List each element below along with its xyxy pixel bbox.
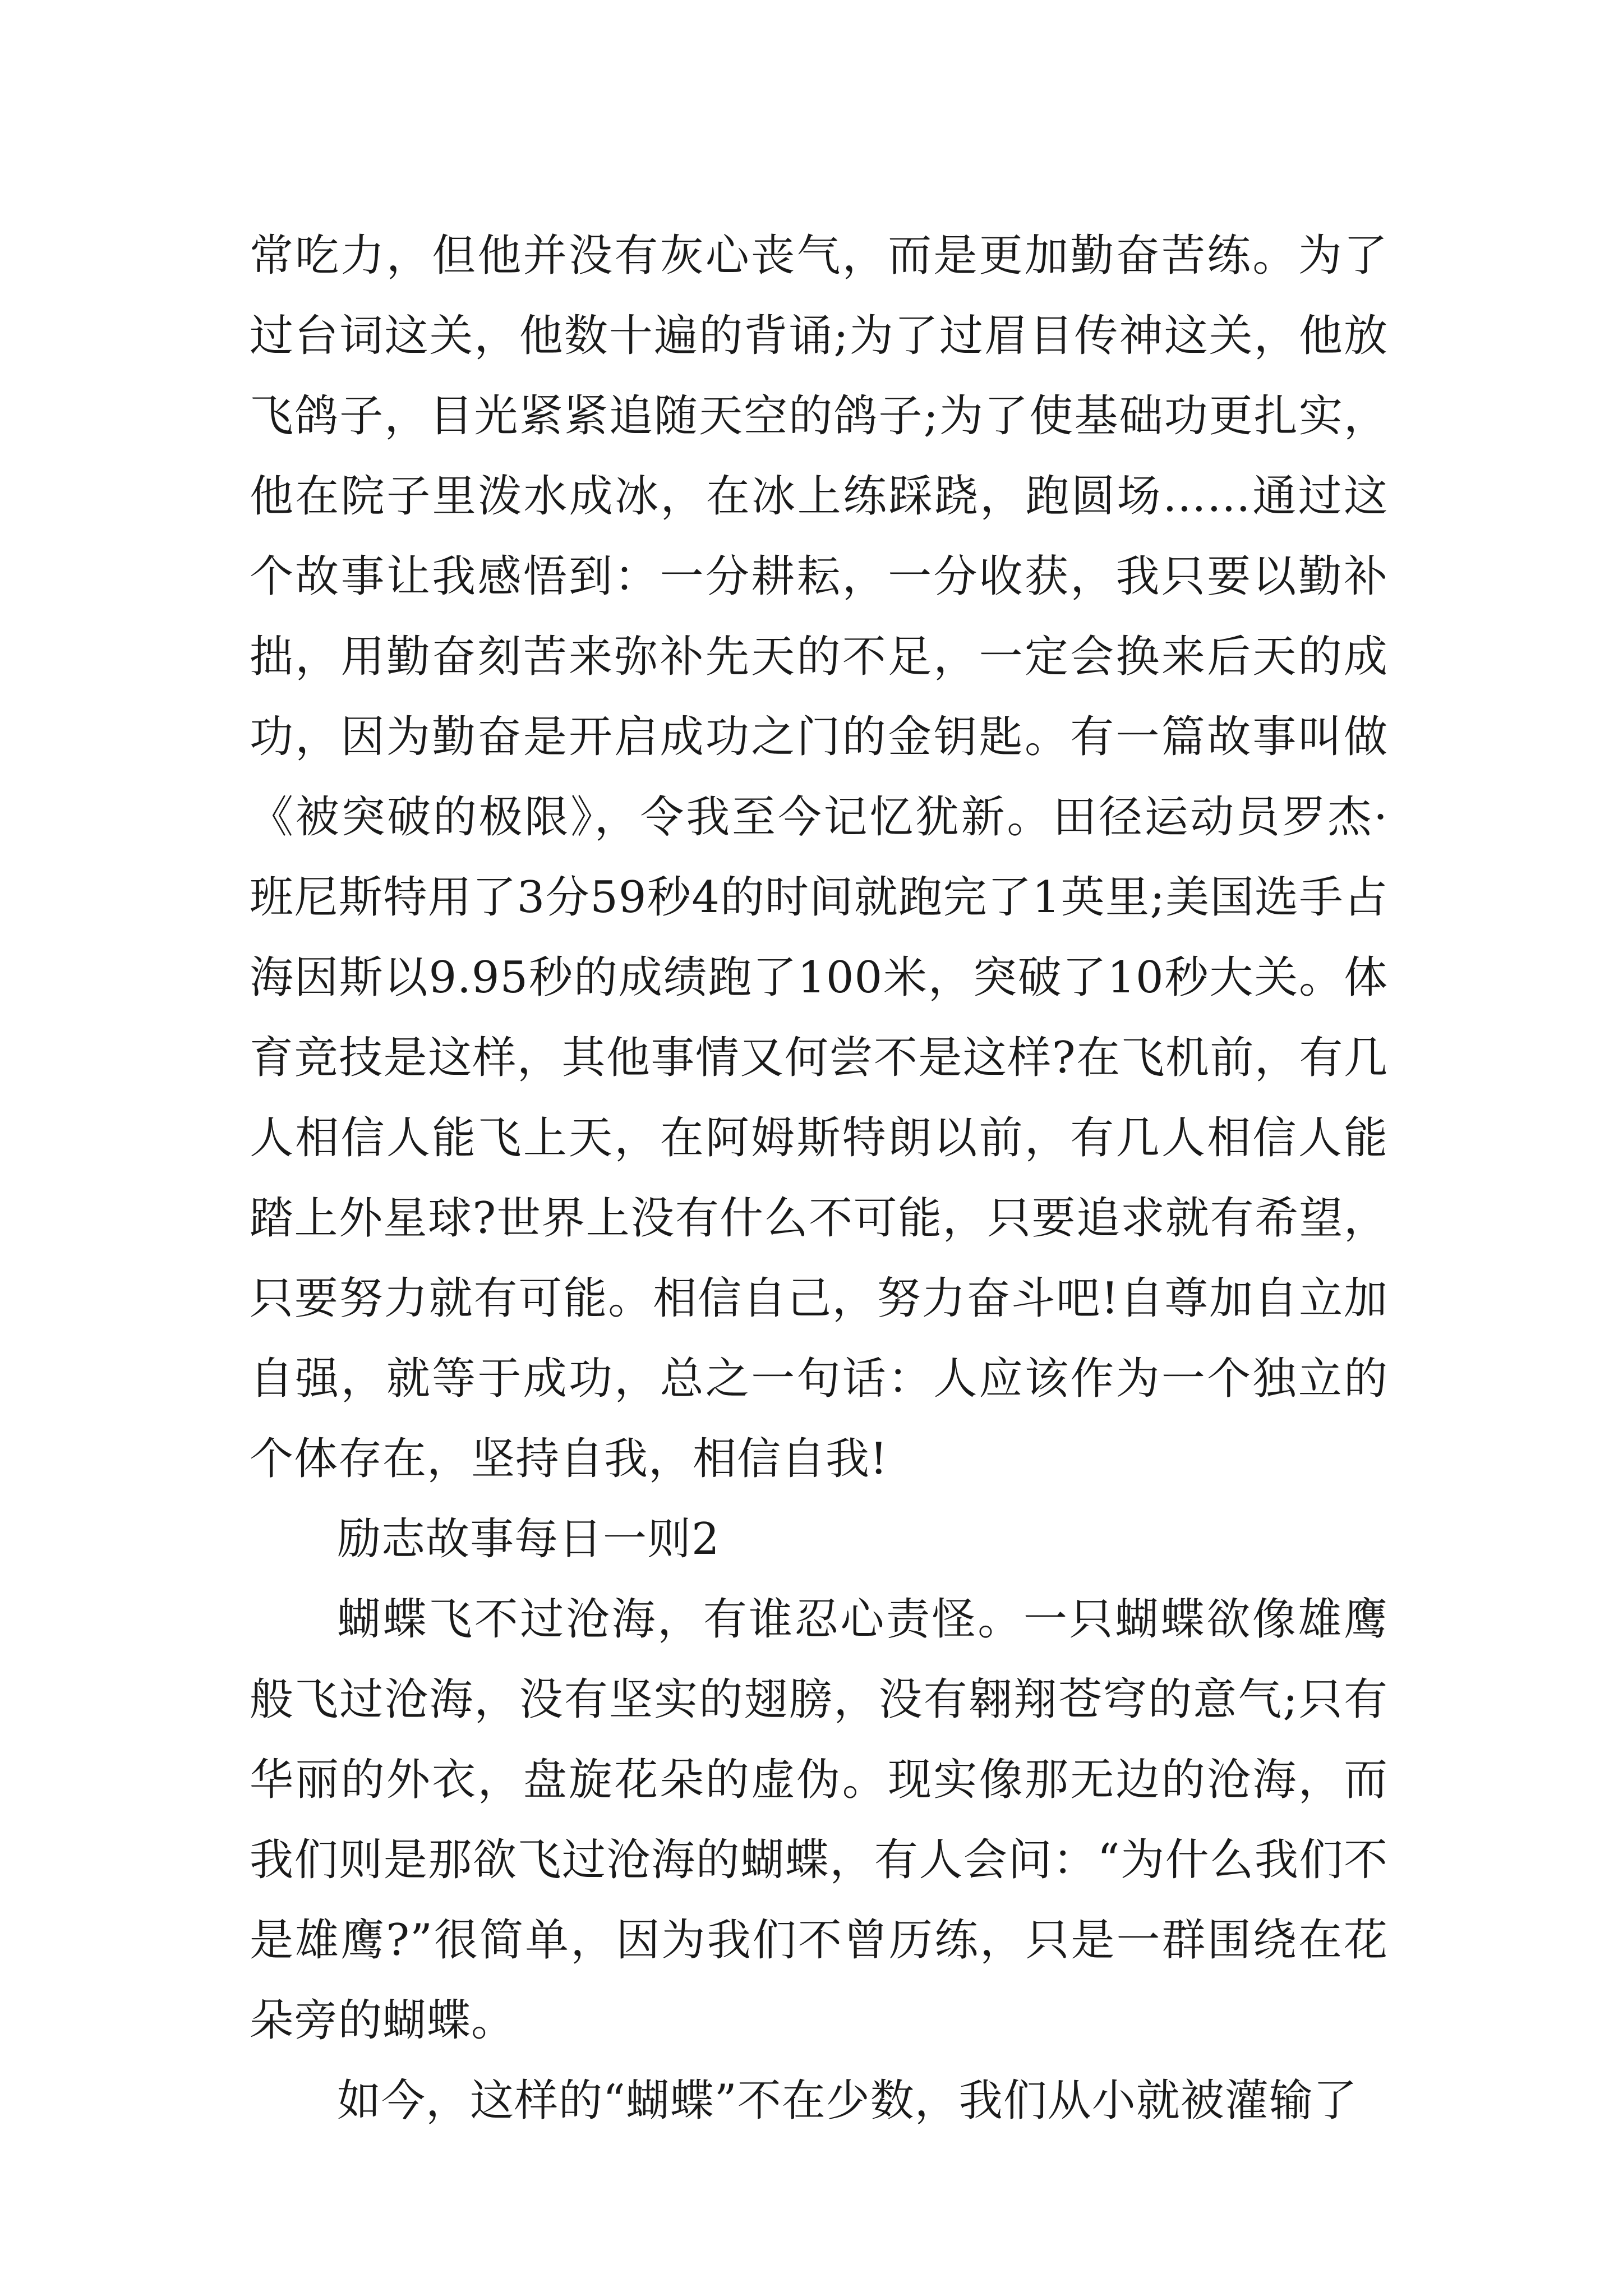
document-body <box>250 216 1388 2141</box>
paragraph-butterfly: 蝴蝶飞不过沧海，有谁忍心责怪。一只蝴蝶欲像雄鹰般飞过沧海，没有坚实的翅膀，没有翱翔苍穹的意气;只有华丽的外衣，盘旋花朵的虚伪。现实像那无边的沧海，而我们则是那欲飞过沧海的蝴蝶，有人会问：“为什么我们不是雄鹰?”很简单，因为我们不曾历练，只是一群围绕在花朵旁的蝴蝶。 <box>250 1594 1388 2046</box>
paragraph-today: 如今，这样的“蝴蝶”不在少数，我们从小就被灌输了 <box>337 2076 1358 2126</box>
section-heading: 励志故事每日一则2 <box>337 1514 720 1565</box>
paragraph-continuation: 常吃力，但他并没有灰心丧气，而是更加勤奋苦练。为了过台词这关，他数十遍的背诵;为了过眉目传神这关，他放飞鸽子，目光紧紧追随天空的鸽子;为了使基础功更扎实，他在院子里泼水成冰，在冰上练踩跷，跑圆场……通过这个故事让我感悟到：一分耕耘，一分收获，我只要以勤补拙，用勤奋刻苦来弥补先天的不足，一定会换来后天的成功，因为勤奋是开启成功之门的金钥匙。有一篇故事叫做《被突破的极限》，令我至今记忆犹新。田径运动员罗杰·班尼斯特用了3分59秒4的时间就跑完了1英里;美国选手占海因斯以9.95秒的成绩跑了100米，突破了10秒大关。体育竞技是这样，其他事情又何尝不是这样?在飞机前，有几人相信人能飞上天，在阿姆斯特朗以前，有几人相信人能踏上外星球?世界上没有什么不可能，只要追求就有希望，只要努力就有可能。相信自己，努力奋斗吧!自尊加自立加自强，就等于成功，总之一句话：人应该作为一个独立的个体存在，坚持自我，相信自我! <box>250 231 1388 1484</box>
